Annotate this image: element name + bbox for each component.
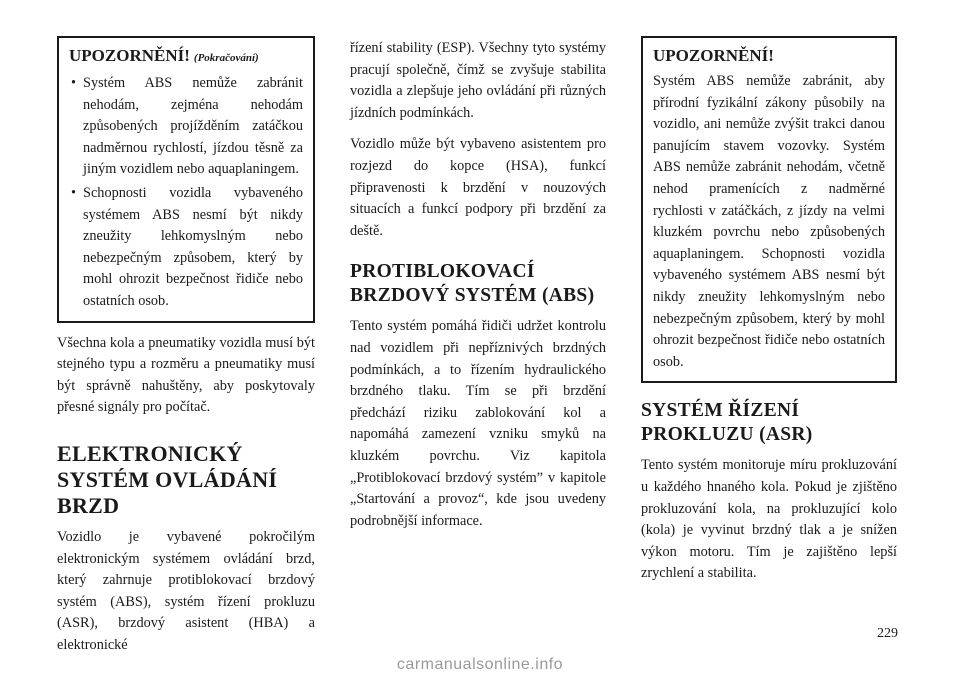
warning-title	[69, 45, 303, 69]
warning-title: UPOZORNĚNÍ!	[653, 46, 774, 65]
column-middle	[350, 38, 606, 532]
warning-subtitle: (Pokračování)	[193, 52, 259, 64]
warning-bullet: • Schopnosti vozidla vybaveného systémem ABS nesmí být nikdy zneužity lehkomyslným nebo nebezpečným způsobem, který by mohl ohrozit bezpečnost řidiče nebo ostatních osob.	[69, 183, 303, 313]
warning-title-text: UPOZORNĚNÍ!	[69, 46, 190, 65]
esp-paragraph: řízení stability (ESP). Všechny tyto systémy pracují společně, čímž se zvyšuje stabilita vozidla a zlepšuje jeho ovládání při různých jízdních podmínkách.	[350, 40, 606, 121]
column-left	[57, 36, 315, 656]
abs-paragraph: Tento systém pomáhá řidiči udržet kontrolu nad vozidlem při nepříznivých brzdných podmínkách, a to řízením hydraulického brzdného tlaku. Tím se při brzdění předchází riziku zablokování kol a napomáhá zamezení vzniku smyků na kluzkém povrchu. Viz kapitola „Protiblokovací brzdový systém” v kapitole „Startování a provoz“, kde jsou uvedeny podrobnější informace.	[350, 318, 606, 529]
tires-paragraph: Všechna kola a pneumatiky vozidla musí být stejného typu a rozměru a pneumatiky musí být správně nahuštěny, aby poskytovaly přesné signály pro počítač.	[57, 334, 315, 416]
watermark: carmanualsonline.info	[396, 656, 564, 673]
section-heading-abs: PROTIBLOKOVACÍ BRZDOVÝ SYSTÉM (ABS)	[350, 261, 595, 307]
warning-box-continued	[57, 36, 315, 323]
warning-body: Systém ABS nemůže zabránit, aby přírodní fyzikální zákony působily na vozidlo, ani nemůže zvýšit trakci danou panujícím stavem vozovky. Systém ABS nemůže zabránit nehodám, včetně nehod pramenících z nadměrné rychlosti v zatáčkách, z jízdy na velmi kluzkém povrchu nebo způsobených aquaplaningem. Schopnosti vozidla vybaveného systémem ABS nesmí být nikdy zneužity lehkomyslným nebo nebezpečným způsobem, který by mohl ohrozit bezpečnost řidiče nebo ostatních osob.	[653, 73, 885, 370]
section-heading-asr: SYSTÉM ŘÍZENÍ PROKLUZU (ASR)	[641, 400, 813, 446]
column-right	[641, 36, 897, 585]
electronic-brakes-paragraph: Vozidlo je vybavené pokročilým elektronickým systémem ovládání brzd, který zahrnuje protiblokovací brzdový systém (ABS), systém řízení prokluzu (ASR), brzdový asistent (HBA) a elektronické	[57, 528, 315, 653]
warning-bullet: • Systém ABS nemůže zabránit nehodám, zejména nehodám způsobených projížděním zatáčkou nadměrnou rychlostí, jízdou těsně za jiným vozidlem nebo aquaplaningem.	[69, 73, 303, 181]
warning-bullets	[69, 73, 303, 313]
warning-box-abs	[641, 36, 897, 383]
hsa-paragraph: Vozidlo může být vybaveno asistentem pro rozjezd do kopce (HSA), funkcí připravenosti k brzdění v nouzových situacích a funkcí podpory při brzdění za deště.	[350, 136, 606, 239]
page-number: 229	[877, 626, 898, 641]
asr-paragraph: Tento systém monitoruje míru prokluzování u každého hnaného kola. Pokud je zjištěno prokluzování kola, na prokluzující kolo (kola) je vyvinut brzdný tlak a je snížen výkon motoru. Tím je zajištěno lepší zrychlení a stabilita.	[641, 457, 897, 582]
section-heading-electronic-brakes: ELEKTRONICKÝ SYSTÉM OVLÁDÁNÍ BRZD	[57, 440, 278, 518]
